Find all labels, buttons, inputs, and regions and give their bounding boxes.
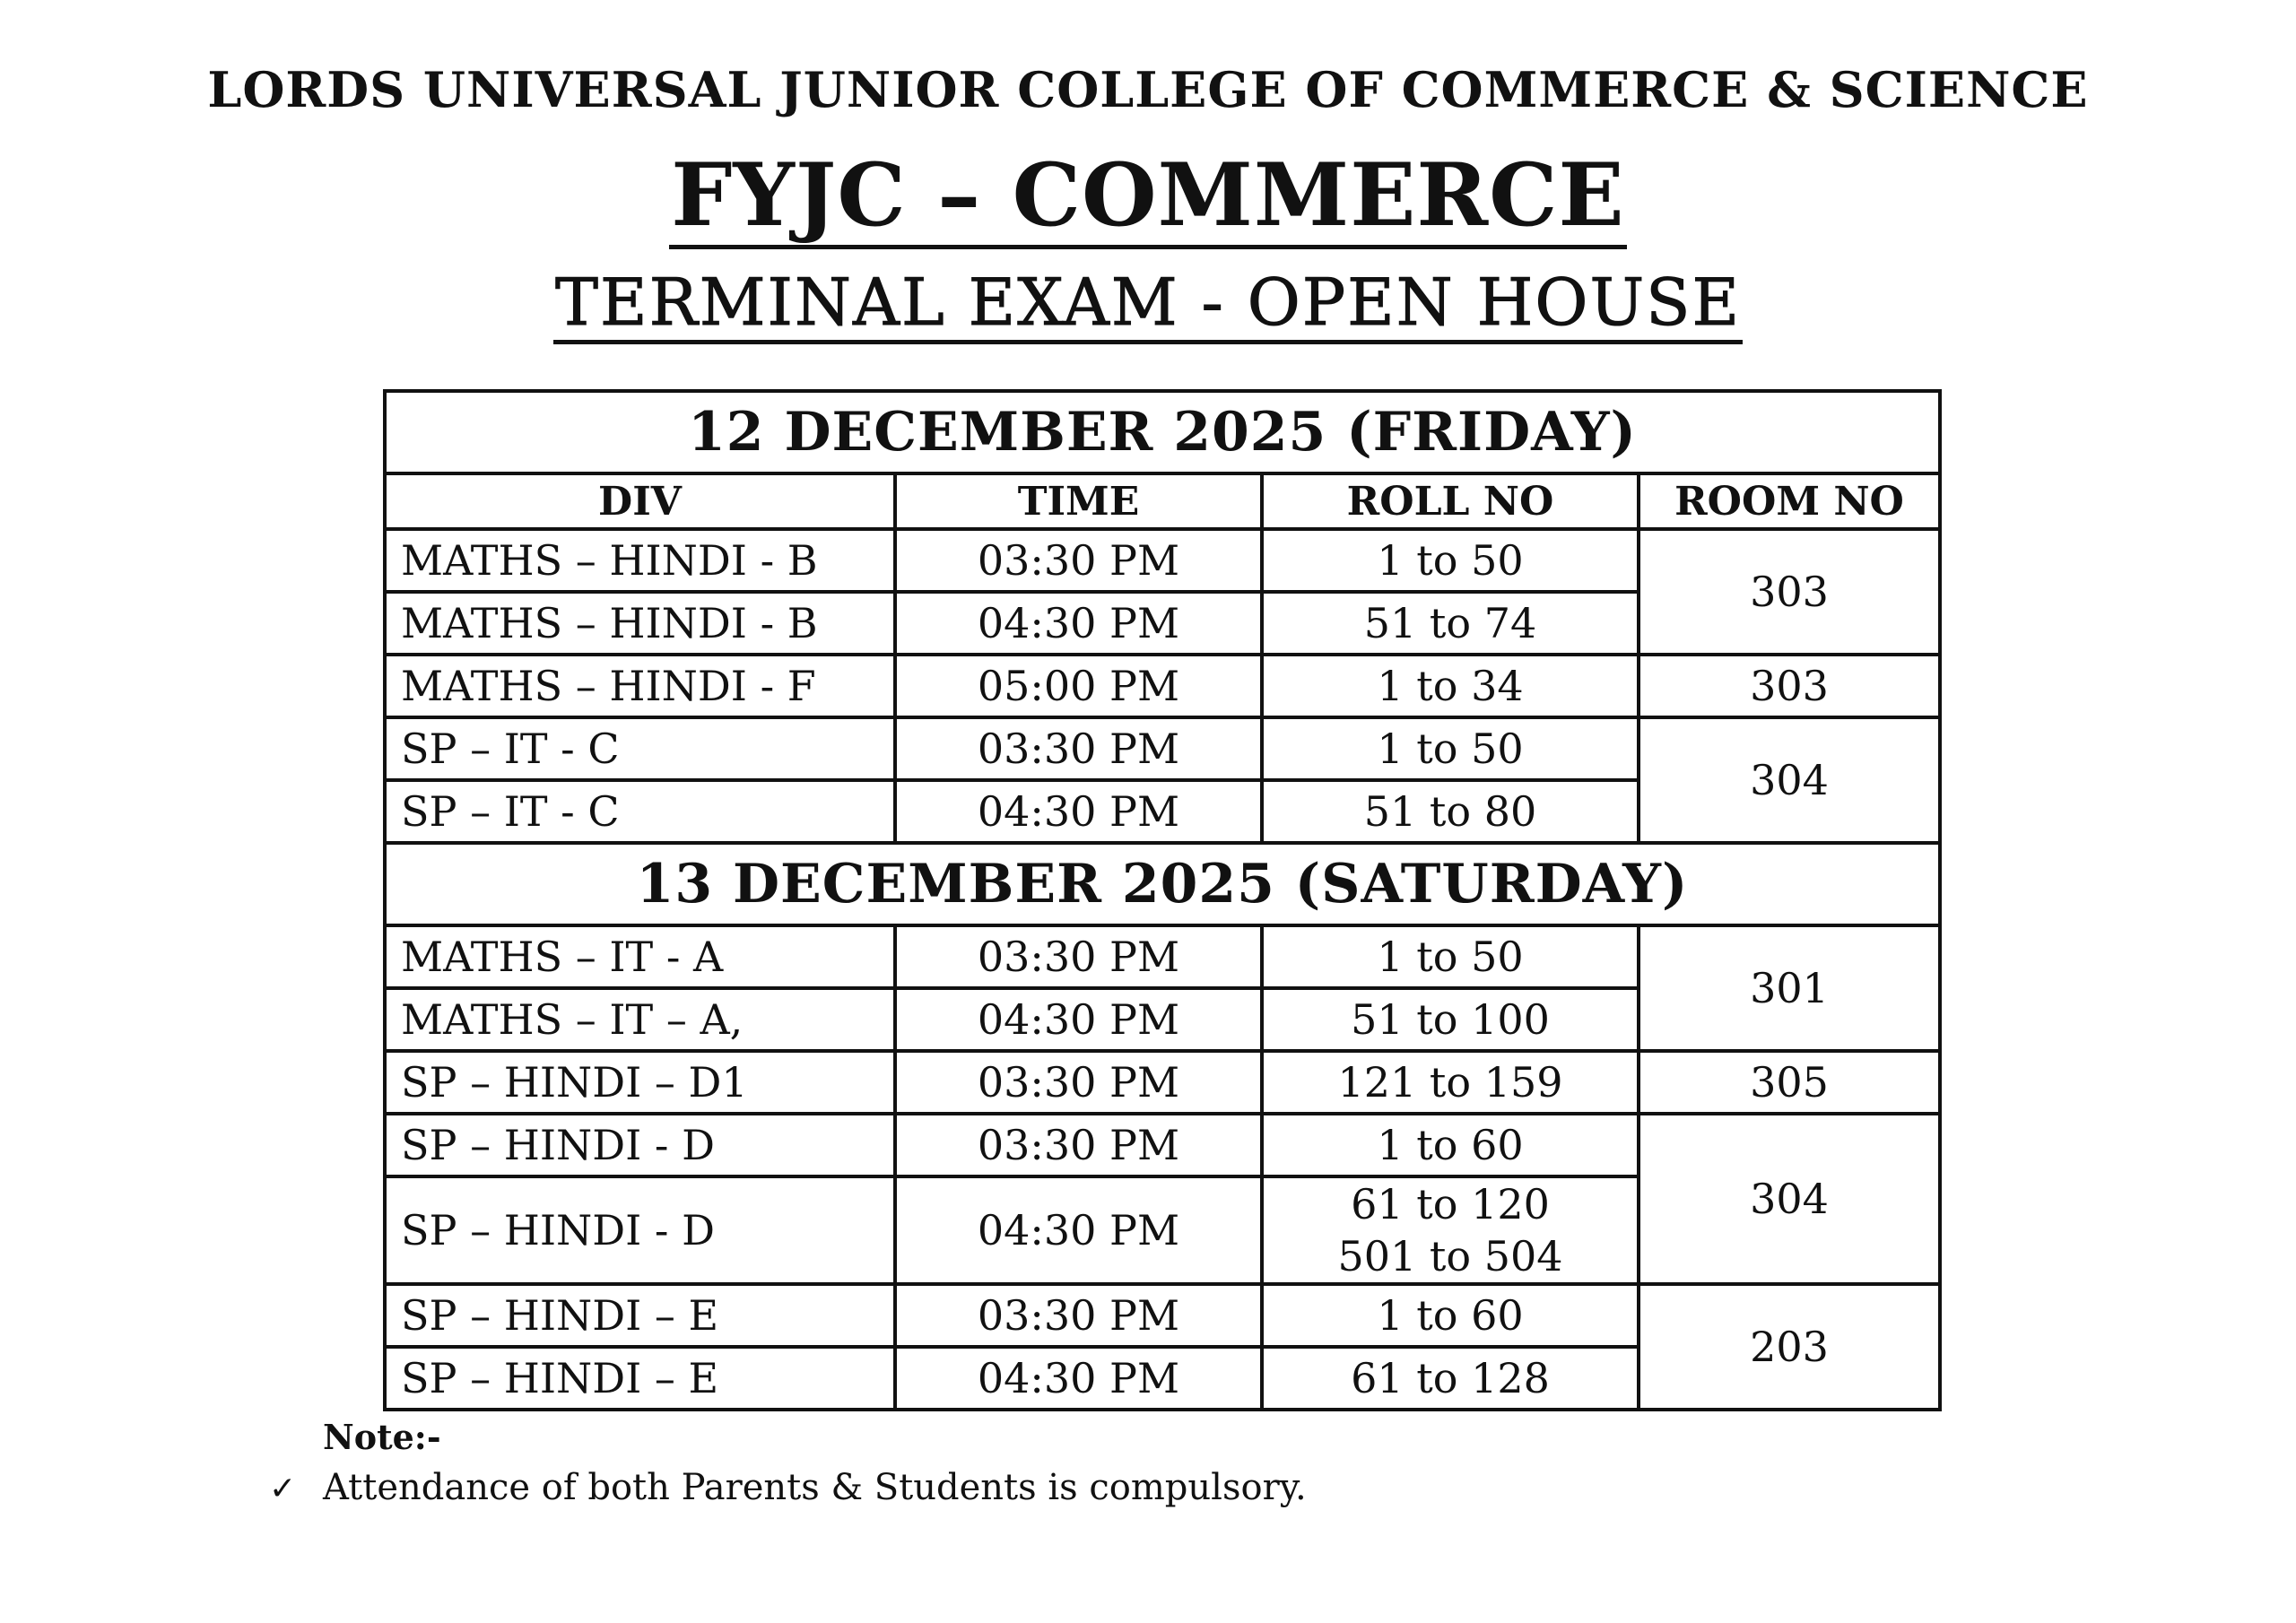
table-row: [385, 717, 1940, 780]
table-row: [385, 529, 1940, 592]
table-row: [385, 1114, 1940, 1176]
roll-cell: 1 to 50: [1262, 529, 1639, 592]
div-cell: MATHS – HINDI - B: [385, 529, 895, 592]
roll-cell: 51 to 100: [1262, 988, 1639, 1051]
document-subtitle: TERMINAL EXAM - OPEN HOUSE: [553, 267, 1743, 344]
table-row: [385, 925, 1940, 988]
roll-cell: 1 to 50: [1262, 717, 1639, 780]
room-cell: 303: [1639, 529, 1940, 655]
date-heading-day1: 12 DECEMBER 2025 (FRIDAY): [385, 391, 1940, 473]
date-heading-day2: 13 DECEMBER 2025 (SATURDAY): [385, 843, 1940, 925]
roll-cell: 61 to 128: [1262, 1347, 1639, 1410]
div-cell: SP – HINDI - D: [385, 1114, 895, 1176]
div-cell: SP – IT - C: [385, 717, 895, 780]
time-cell: 04:30 PM: [895, 1347, 1262, 1410]
table-row: [385, 1284, 1940, 1347]
div-cell: SP – HINDI – E: [385, 1284, 895, 1347]
date-row: [385, 843, 1940, 925]
room-cell: 304: [1639, 1114, 1940, 1284]
time-cell: 04:30 PM: [895, 1176, 1262, 1284]
table-row: [385, 1051, 1940, 1114]
roll-cell: [1262, 1176, 1639, 1284]
note-text: Attendance of both Parents & Students is compulsory.: [323, 1467, 1307, 1508]
roll-cell: 121 to 159: [1262, 1051, 1639, 1114]
div-cell: SP – HINDI – E: [385, 1347, 895, 1410]
time-cell: 04:30 PM: [895, 780, 1262, 843]
college-name: LORDS UNIVERSAL JUNIOR COLLEGE OF COMMERCE & SCIENCE: [207, 61, 2089, 118]
time-cell: 03:30 PM: [895, 717, 1262, 780]
room-cell: 305: [1639, 1051, 1940, 1114]
document-title: FYJC – COMMERCE: [669, 151, 1626, 249]
note-heading: Note:-: [323, 1417, 441, 1457]
roll-cell: 1 to 60: [1262, 1284, 1639, 1347]
roll-range-extra: 501 to 504: [1337, 1232, 1563, 1280]
div-cell: SP – HINDI – D1: [385, 1051, 895, 1114]
time-cell: 04:30 PM: [895, 592, 1262, 655]
table-row: [385, 655, 1940, 717]
column-header-time: TIME: [895, 473, 1262, 529]
room-cell: 301: [1639, 925, 1940, 1051]
div-cell: MATHS – HINDI - F: [385, 655, 895, 717]
div-cell: MATHS – IT – A,: [385, 988, 895, 1051]
column-header-div: DIV: [385, 473, 895, 529]
time-cell: 03:30 PM: [895, 529, 1262, 592]
div-cell: MATHS – IT - A: [385, 925, 895, 988]
div-cell: SP – IT - C: [385, 780, 895, 843]
title-container: [0, 144, 2296, 249]
room-cell: 303: [1639, 655, 1940, 717]
roll-cell: 1 to 50: [1262, 925, 1639, 988]
subtitle-container: [0, 267, 2296, 344]
time-cell: 04:30 PM: [895, 988, 1262, 1051]
time-cell: 03:30 PM: [895, 925, 1262, 988]
time-cell: 05:00 PM: [895, 655, 1262, 717]
date-row: [385, 391, 1940, 473]
exam-schedule-table: [383, 389, 1942, 1411]
roll-cell: 51 to 74: [1262, 592, 1639, 655]
column-header-roll-no: ROLL NO: [1262, 473, 1639, 529]
roll-cell: 51 to 80: [1262, 780, 1639, 843]
room-cell: 304: [1639, 717, 1940, 843]
time-cell: 03:30 PM: [895, 1284, 1262, 1347]
column-header-row: [385, 473, 1940, 529]
column-header-room-no: ROOM NO: [1639, 473, 1940, 529]
check-icon: ✓: [269, 1471, 297, 1507]
roll-cell: 1 to 60: [1262, 1114, 1639, 1176]
time-cell: 03:30 PM: [895, 1051, 1262, 1114]
time-cell: 03:30 PM: [895, 1114, 1262, 1176]
div-cell: SP – HINDI - D: [385, 1176, 895, 1284]
roll-range: 61 to 120: [1351, 1180, 1550, 1228]
note-item: [269, 1467, 1307, 1508]
roll-cell: 1 to 34: [1262, 655, 1639, 717]
div-cell: MATHS – HINDI - B: [385, 592, 895, 655]
room-cell: 203: [1639, 1284, 1940, 1410]
